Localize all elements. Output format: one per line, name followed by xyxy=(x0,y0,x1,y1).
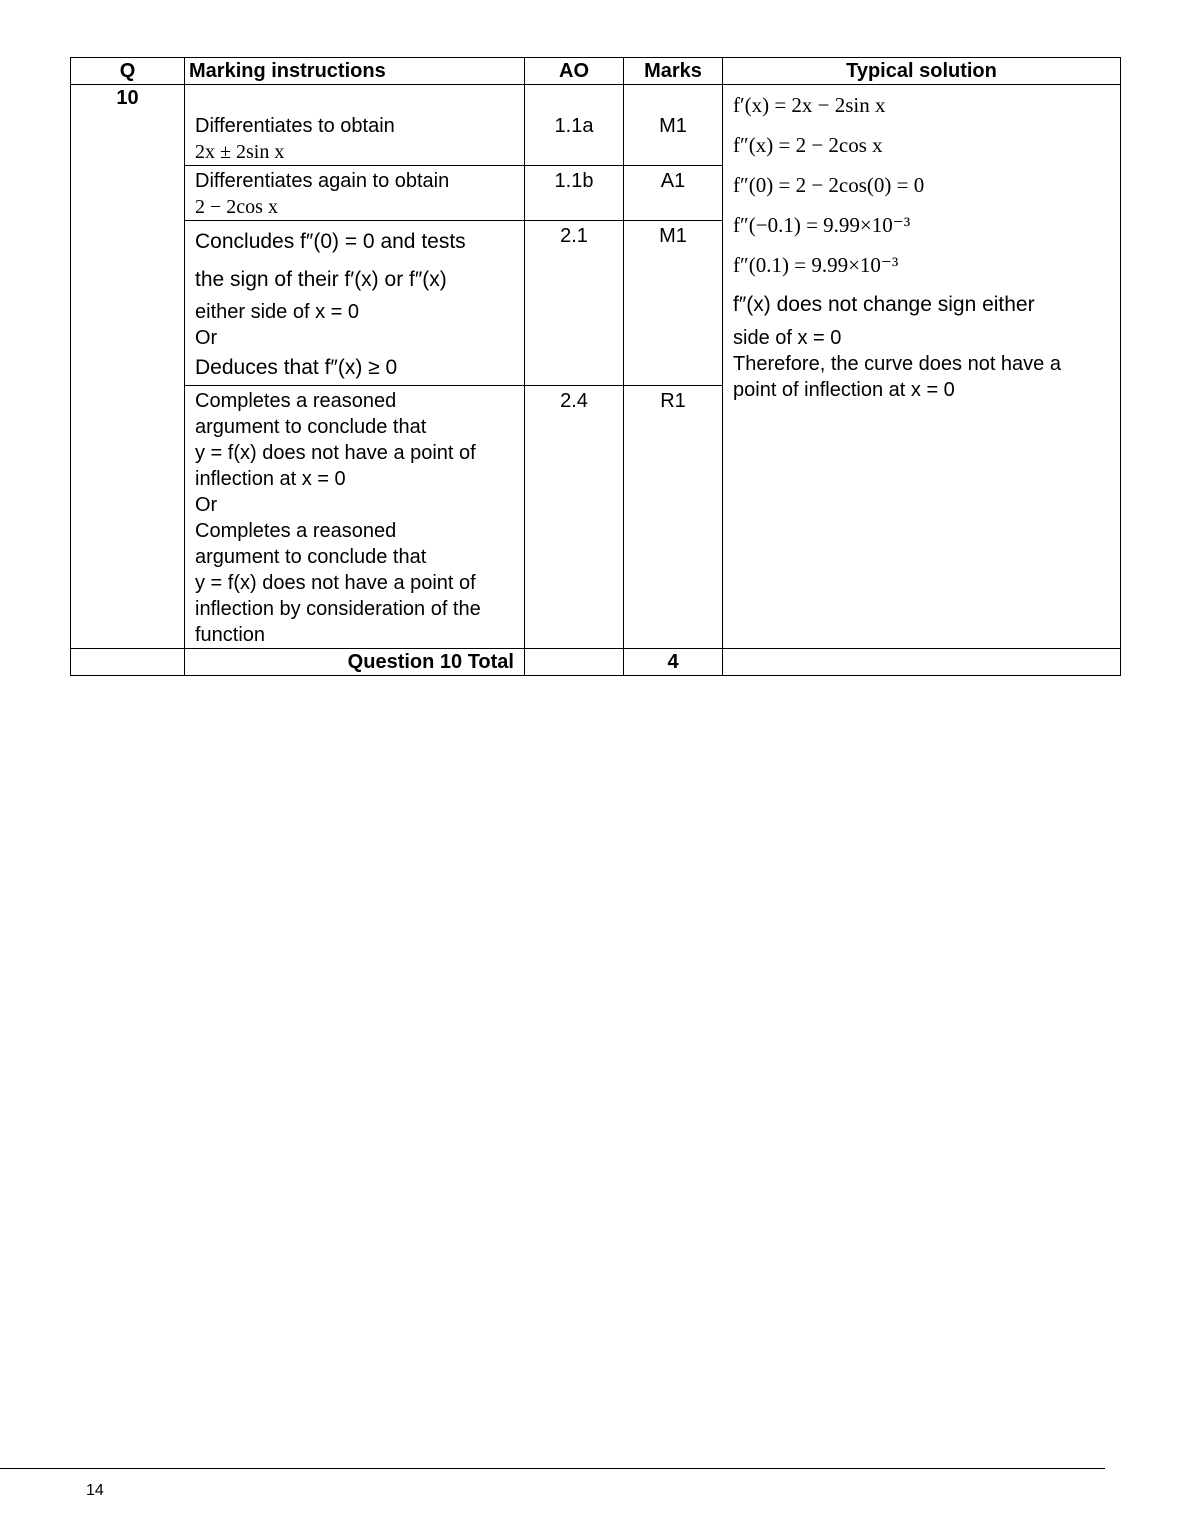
total-empty-q xyxy=(71,649,185,676)
instruction-text: Or xyxy=(195,494,218,516)
solution-line: f″(0) = 2 − 2cos(0) = 0 xyxy=(733,173,925,197)
table-row xyxy=(71,85,1121,166)
header-marks: Marks xyxy=(624,58,723,85)
mark-scheme-table xyxy=(70,57,1121,676)
instruction-cell xyxy=(185,221,525,386)
ao-cell: 2.1 xyxy=(525,221,624,386)
instruction-cell xyxy=(185,85,525,166)
header-ao: AO xyxy=(525,58,624,85)
instruction-text: y = f(x) does not have a point of xyxy=(195,442,476,464)
total-row xyxy=(71,649,1121,676)
ao-cell: 1.1b xyxy=(525,166,624,221)
solution-line: f″(0.1) = 9.99×10⁻³ xyxy=(733,253,899,277)
instruction-text: Deduces that f″(x) ≥ 0 xyxy=(195,356,398,379)
mark-cell: M1 xyxy=(624,85,723,166)
solution-line: f″(x) = 2 − 2cos x xyxy=(733,133,883,157)
instruction-text: Completes a reasoned xyxy=(195,520,397,542)
solution-line: f″(x) does not change sign either xyxy=(733,293,1035,316)
mark-cell: M1 xyxy=(624,221,723,386)
total-empty-ao xyxy=(525,649,624,676)
instruction-text: the sign of their f′(x) or f″(x) xyxy=(195,268,447,291)
total-label: Question 10 Total xyxy=(185,649,525,676)
solution-line: f″(−0.1) = 9.99×10⁻³ xyxy=(733,213,911,237)
instruction-text: y = f(x) does not have a point of xyxy=(195,572,476,594)
instruction-text: function xyxy=(195,624,266,646)
instruction-cell xyxy=(185,166,525,221)
mark-cell: A1 xyxy=(624,166,723,221)
solution-line: Therefore, the curve does not have a xyxy=(733,353,1061,375)
instruction-math: 2 − 2cos x xyxy=(195,196,278,218)
instruction-text: inflection by consideration of the xyxy=(195,598,481,620)
mark-cell: R1 xyxy=(624,386,723,649)
total-marks: 4 xyxy=(624,649,723,676)
header-typical-solution: Typical solution xyxy=(723,58,1121,85)
header-q: Q xyxy=(71,58,185,85)
solution-line: point of inflection at x = 0 xyxy=(733,379,955,401)
instruction-math: 2x ± 2sin x xyxy=(195,141,285,163)
question-number: 10 xyxy=(71,85,185,649)
instruction-text: argument to conclude that xyxy=(195,546,427,568)
instruction-text: Concludes f″(0) = 0 and tests xyxy=(195,230,466,253)
instruction-text: Completes a reasoned xyxy=(195,390,397,412)
instruction-text: Differentiates again to obtain xyxy=(195,170,450,192)
solution-line: side of x = 0 xyxy=(733,327,842,349)
header-row xyxy=(71,58,1121,85)
total-empty-solution xyxy=(723,649,1121,676)
ao-cell: 1.1a xyxy=(525,85,624,166)
header-marking-instructions: Marking instructions xyxy=(185,58,525,85)
instruction-cell xyxy=(185,386,525,649)
instruction-text: either side of x = 0 xyxy=(195,301,359,323)
instruction-text: argument to conclude that xyxy=(195,416,427,438)
page-number: 14 xyxy=(86,1482,104,1499)
instruction-text: Differentiates to obtain xyxy=(195,115,395,137)
typical-solution-cell xyxy=(723,85,1121,649)
solution-line: f′(x) = 2x − 2sin x xyxy=(733,93,886,117)
footer-divider xyxy=(0,1468,1105,1469)
ao-cell: 2.4 xyxy=(525,386,624,649)
instruction-text: Or xyxy=(195,327,218,349)
instruction-text: inflection at x = 0 xyxy=(195,468,346,490)
